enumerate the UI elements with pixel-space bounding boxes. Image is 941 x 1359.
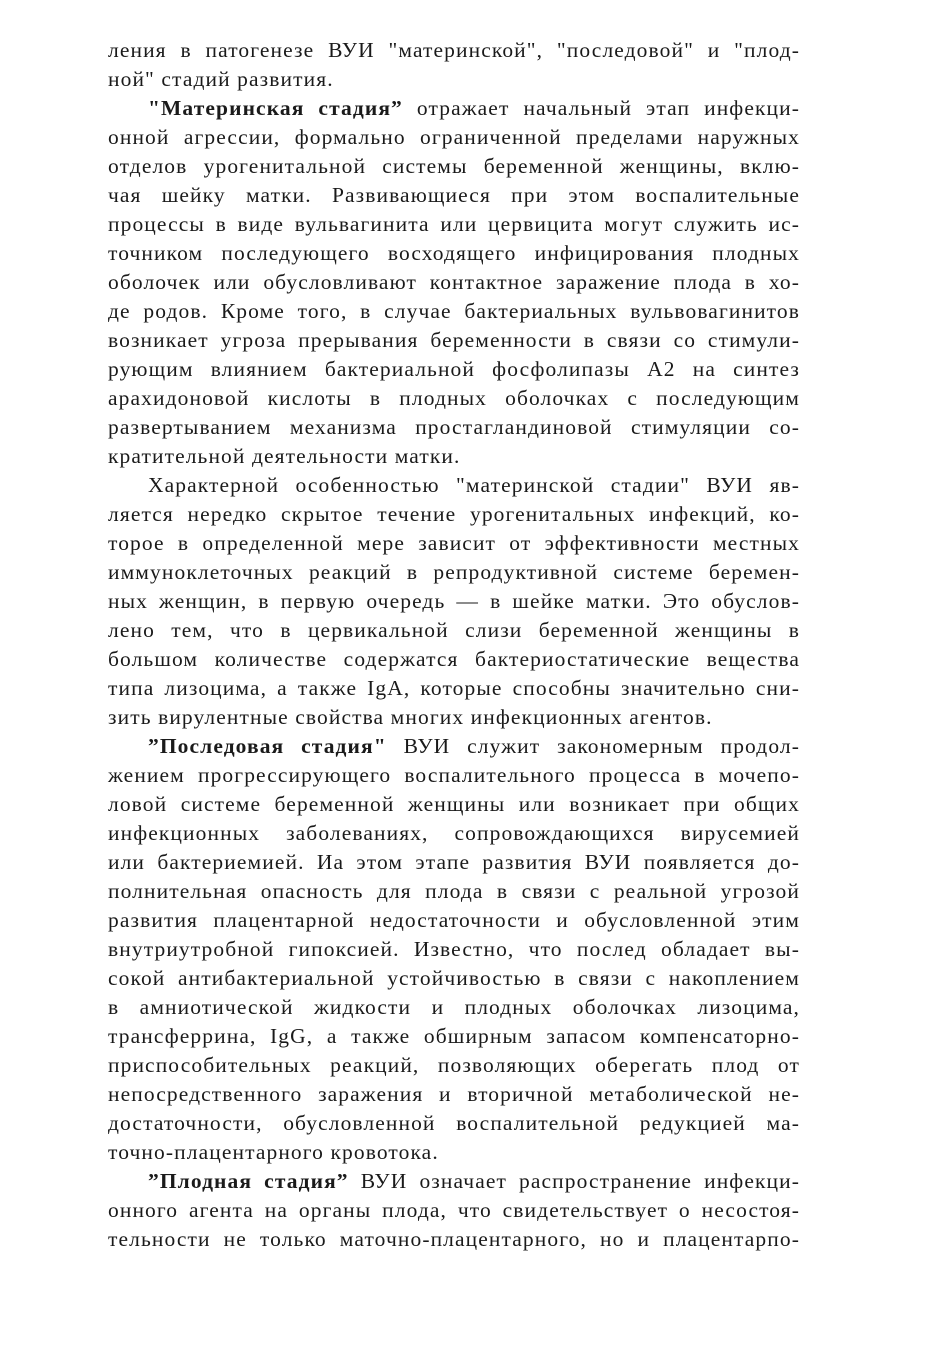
text-line: ления в патогенезе ВУИ "материнской", "последовой" и "плод- xyxy=(108,38,800,62)
text-line: отделов урогенитальной системы беременной женщины, вклю- xyxy=(108,154,800,178)
text-run: ВУИ означает распространение инфекци- xyxy=(348,1169,800,1193)
text-line: или бактериемией. Иа этом этапе развития ВУИ появляется до- xyxy=(108,850,800,874)
text-line: достаточности, обусловленной воспалительной редукцией ма- xyxy=(108,1111,800,1135)
text-line: жением прогрессирующего воспалительного процесса в мочепо- xyxy=(108,763,800,787)
text-line: непосредственного заражения и вторичной метаболической не- xyxy=(108,1082,800,1106)
text-line: чая шейку матки. Развивающиеся при этом воспалительные xyxy=(108,183,800,207)
text-line: торое в определенной мере зависит от эффективности местных xyxy=(108,531,800,555)
text-run: ВУИ служит закономерным продол- xyxy=(386,734,800,758)
text-line: развертыванием механизма простагландиновой стимуляции со- xyxy=(108,415,800,439)
text-line: ной" стадий развития. xyxy=(108,67,334,91)
text-line: в амниотической жидкости и плодных оболочках лизоцима, xyxy=(108,995,800,1019)
paragraph-first-line xyxy=(108,1167,800,1196)
text-line: возникает угроза прерывания беременности в связи со стимули- xyxy=(108,328,800,352)
text-line: сокой антибактериальной устойчивостью в связи с накоплением xyxy=(108,966,800,990)
section-lead-fetal: ”Плодная стадия” xyxy=(148,1169,349,1193)
text-line: точником последующего восходящего инфицирования плодных xyxy=(108,241,800,265)
text-line: развития плацентарной недостаточности и обусловленной этим xyxy=(108,908,800,932)
paragraph-first-line: Характерной особенностью "материнской стадии" ВУИ яв- xyxy=(148,473,800,497)
text-run: отражает начальный этап инфекци- xyxy=(402,96,800,120)
text-line: рующим влиянием бактериальной фосфолипазы А2 на синтез xyxy=(108,357,800,381)
text-line: большом количестве содержатся бактериостатические вещества xyxy=(108,647,800,671)
section-lead-placental: ”Последовая стадия" xyxy=(148,734,387,758)
text-line: арахидоновой кислоты в плодных оболочках с последующим xyxy=(108,386,800,410)
text-line: оболочек или обусловливают контактное заражение плода в хо- xyxy=(108,270,800,294)
paragraph-first-line xyxy=(108,732,800,761)
text-line: инфекционных заболеваниях, сопровождающихся вирусемией xyxy=(108,821,800,845)
section-lead-maternal: "Материнская стадия” xyxy=(148,96,403,120)
body-text xyxy=(108,36,800,1254)
text-line: процессы в виде вульвагинита или цервицита могут служить ис- xyxy=(108,212,800,236)
text-line: тельности не только маточно-плацентарного, но и плацентарпо- xyxy=(108,1227,800,1251)
text-line: приспособительных реакций, позволяющих оберегать плод от xyxy=(108,1053,800,1077)
text-line: лено тем, что в цервикальной слизи беременной женщины в xyxy=(108,618,800,642)
text-line: онной агрессии, формально ограниченной пределами наружных xyxy=(108,125,800,149)
text-line: трансферрина, IgG, а также обширным запасом компенсаторно- xyxy=(108,1024,800,1048)
text-line: ловой системе беременной женщины или возникает при общих xyxy=(108,792,800,816)
text-line: онного агента на органы плода, что свидетельствует о несостоя- xyxy=(108,1198,800,1222)
text-line: ляется нередко скрытое течение урогенитальных инфекций, ко- xyxy=(108,502,800,526)
text-line: кратительной деятельности матки. xyxy=(108,444,461,468)
paragraph-first-line xyxy=(108,94,800,123)
text-line: ных женщин, в первую очередь — в шейке матки. Это обуслов- xyxy=(108,589,800,613)
text-line: иммуноклеточных реакций в репродуктивной системе беремен- xyxy=(108,560,800,584)
text-line: внутриутробной гипоксией. Известно, что послед обладает вы- xyxy=(108,937,800,961)
text-line: де родов. Кроме того, в случае бактериальных вульвовагинитов xyxy=(108,299,800,323)
text-line: типа лизоцима, а также IgA, которые способны значительно сни- xyxy=(108,676,800,700)
text-line: зить вирулентные свойства многих инфекционных агентов. xyxy=(108,705,713,729)
text-line: точно-плацентарного кровотока. xyxy=(108,1140,439,1164)
text-line: полнительная опасность для плода в связи с реальной угрозой xyxy=(108,879,800,903)
